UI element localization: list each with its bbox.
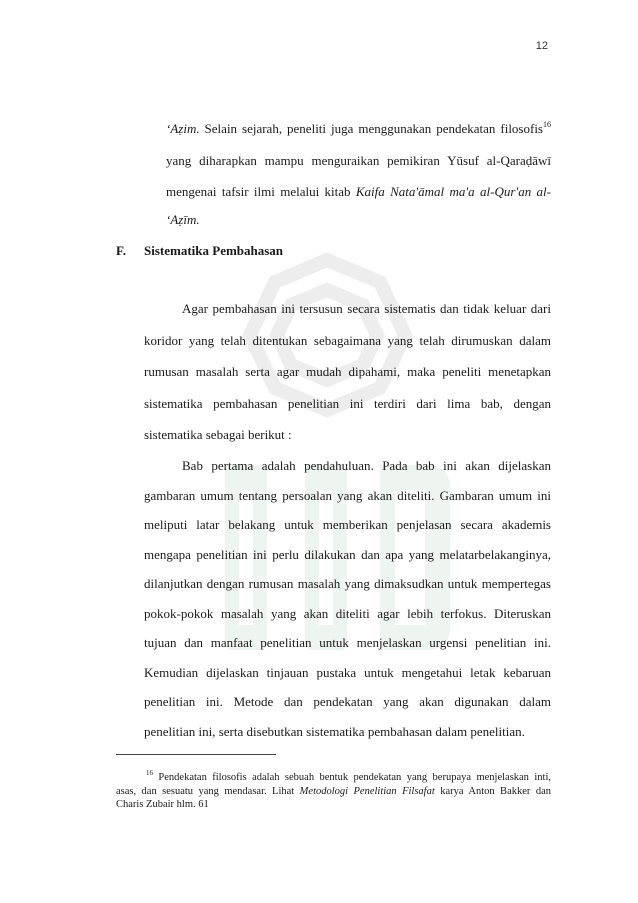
footnote-number: 16 — [146, 769, 153, 777]
continuation-line-3: mengenai tafsir ilmi melalui kitab Kaifa Nata'āmal ma'a al-Qur'an al- — [166, 184, 551, 199]
continuation-line-2: yang diharapkan mampu menguraikan pemikiran Yūsuf al-Qaraḍāwī — [166, 153, 551, 168]
paragraph-line: Agar pembahasan ini tersusun secara sistematis dan tidak keluar dari — [182, 301, 551, 316]
footnote-line-2: asas, dan sesuatu yang mendasar. Lihat Metodologi Penelitian Filsafat karya Anton Bakker dan — [116, 786, 551, 797]
paragraph-line: penelitian ini, serta disebutkan sistematika pembahasan dalam penelitian. — [144, 724, 525, 739]
paragraph-line: Bab pertama adalah pendahuluan. Pada bab ini akan dijelaskan — [182, 458, 551, 473]
paragraph-line: tujuan dan manfaat penelitian untuk menjelaskan urgensi penelitian ini. — [144, 635, 551, 650]
paragraph-line: sistematika pembahasan penelitian ini terdiri dari lima bab, dengan — [144, 396, 551, 411]
paragraph-line: rumusan masalah serta agar mudah dipahami, maka peneliti menetapkan — [144, 364, 551, 379]
paragraph-line: gambaran umum tentang persoalan yang akan diteliti. Gambaran umum ini — [144, 488, 551, 503]
section-heading: F. Sistematika Pembahasan — [116, 243, 284, 258]
paragraph-line: Kemudian dijelaskan tinjauan pustaka untuk mengetahui letak kebaruan — [144, 665, 551, 680]
continuation-line-1: ‘Aẓim. Selain sejarah, peneliti juga menggunakan pendekatan filosofis$^{16}$ — [166, 120, 551, 136]
paragraph-line: pokok-pokok masalah yang akan diteliti agar lebih terfokus. Diteruskan — [144, 606, 551, 621]
paragraph-line: koridor yang telah ditentukan sebagaimana yang telah dirumuskan dalam — [144, 333, 551, 348]
footnote-line-3: Charis Zubair hlm. 61 — [116, 799, 209, 810]
page-number: 12 — [535, 40, 548, 52]
paragraph-line: dilanjutkan dengan rumusan masalah yang dimaksudkan untuk mempertegas — [144, 576, 551, 591]
cited-book-title: Metodologi Penelitian Filsafat — [299, 786, 435, 797]
paragraph-line: meliputi latar belakang untuk memberikan penjelasan secara akademis — [144, 517, 551, 532]
footnote-line-1: $^{16}$ Pendekatan filosofis adalah sebuah bentuk pendekatan yang berupaya menjelaskan inti, — [146, 769, 551, 783]
paragraph-line: penelitian ini. Metode dan pendekatan yang akan digunakan dalam — [144, 694, 551, 709]
paragraph-line: mengapa penelitian ini perlu dilakukan dan apa yang melatarbelakanginya, — [144, 547, 551, 562]
paragraph-line: sistematika sebagai berikut : — [144, 427, 292, 442]
footnote-ref: 16 — [543, 120, 551, 129]
footnote-separator — [116, 754, 276, 755]
continuation-line-4: ‘Aẓīm. — [166, 212, 200, 227]
